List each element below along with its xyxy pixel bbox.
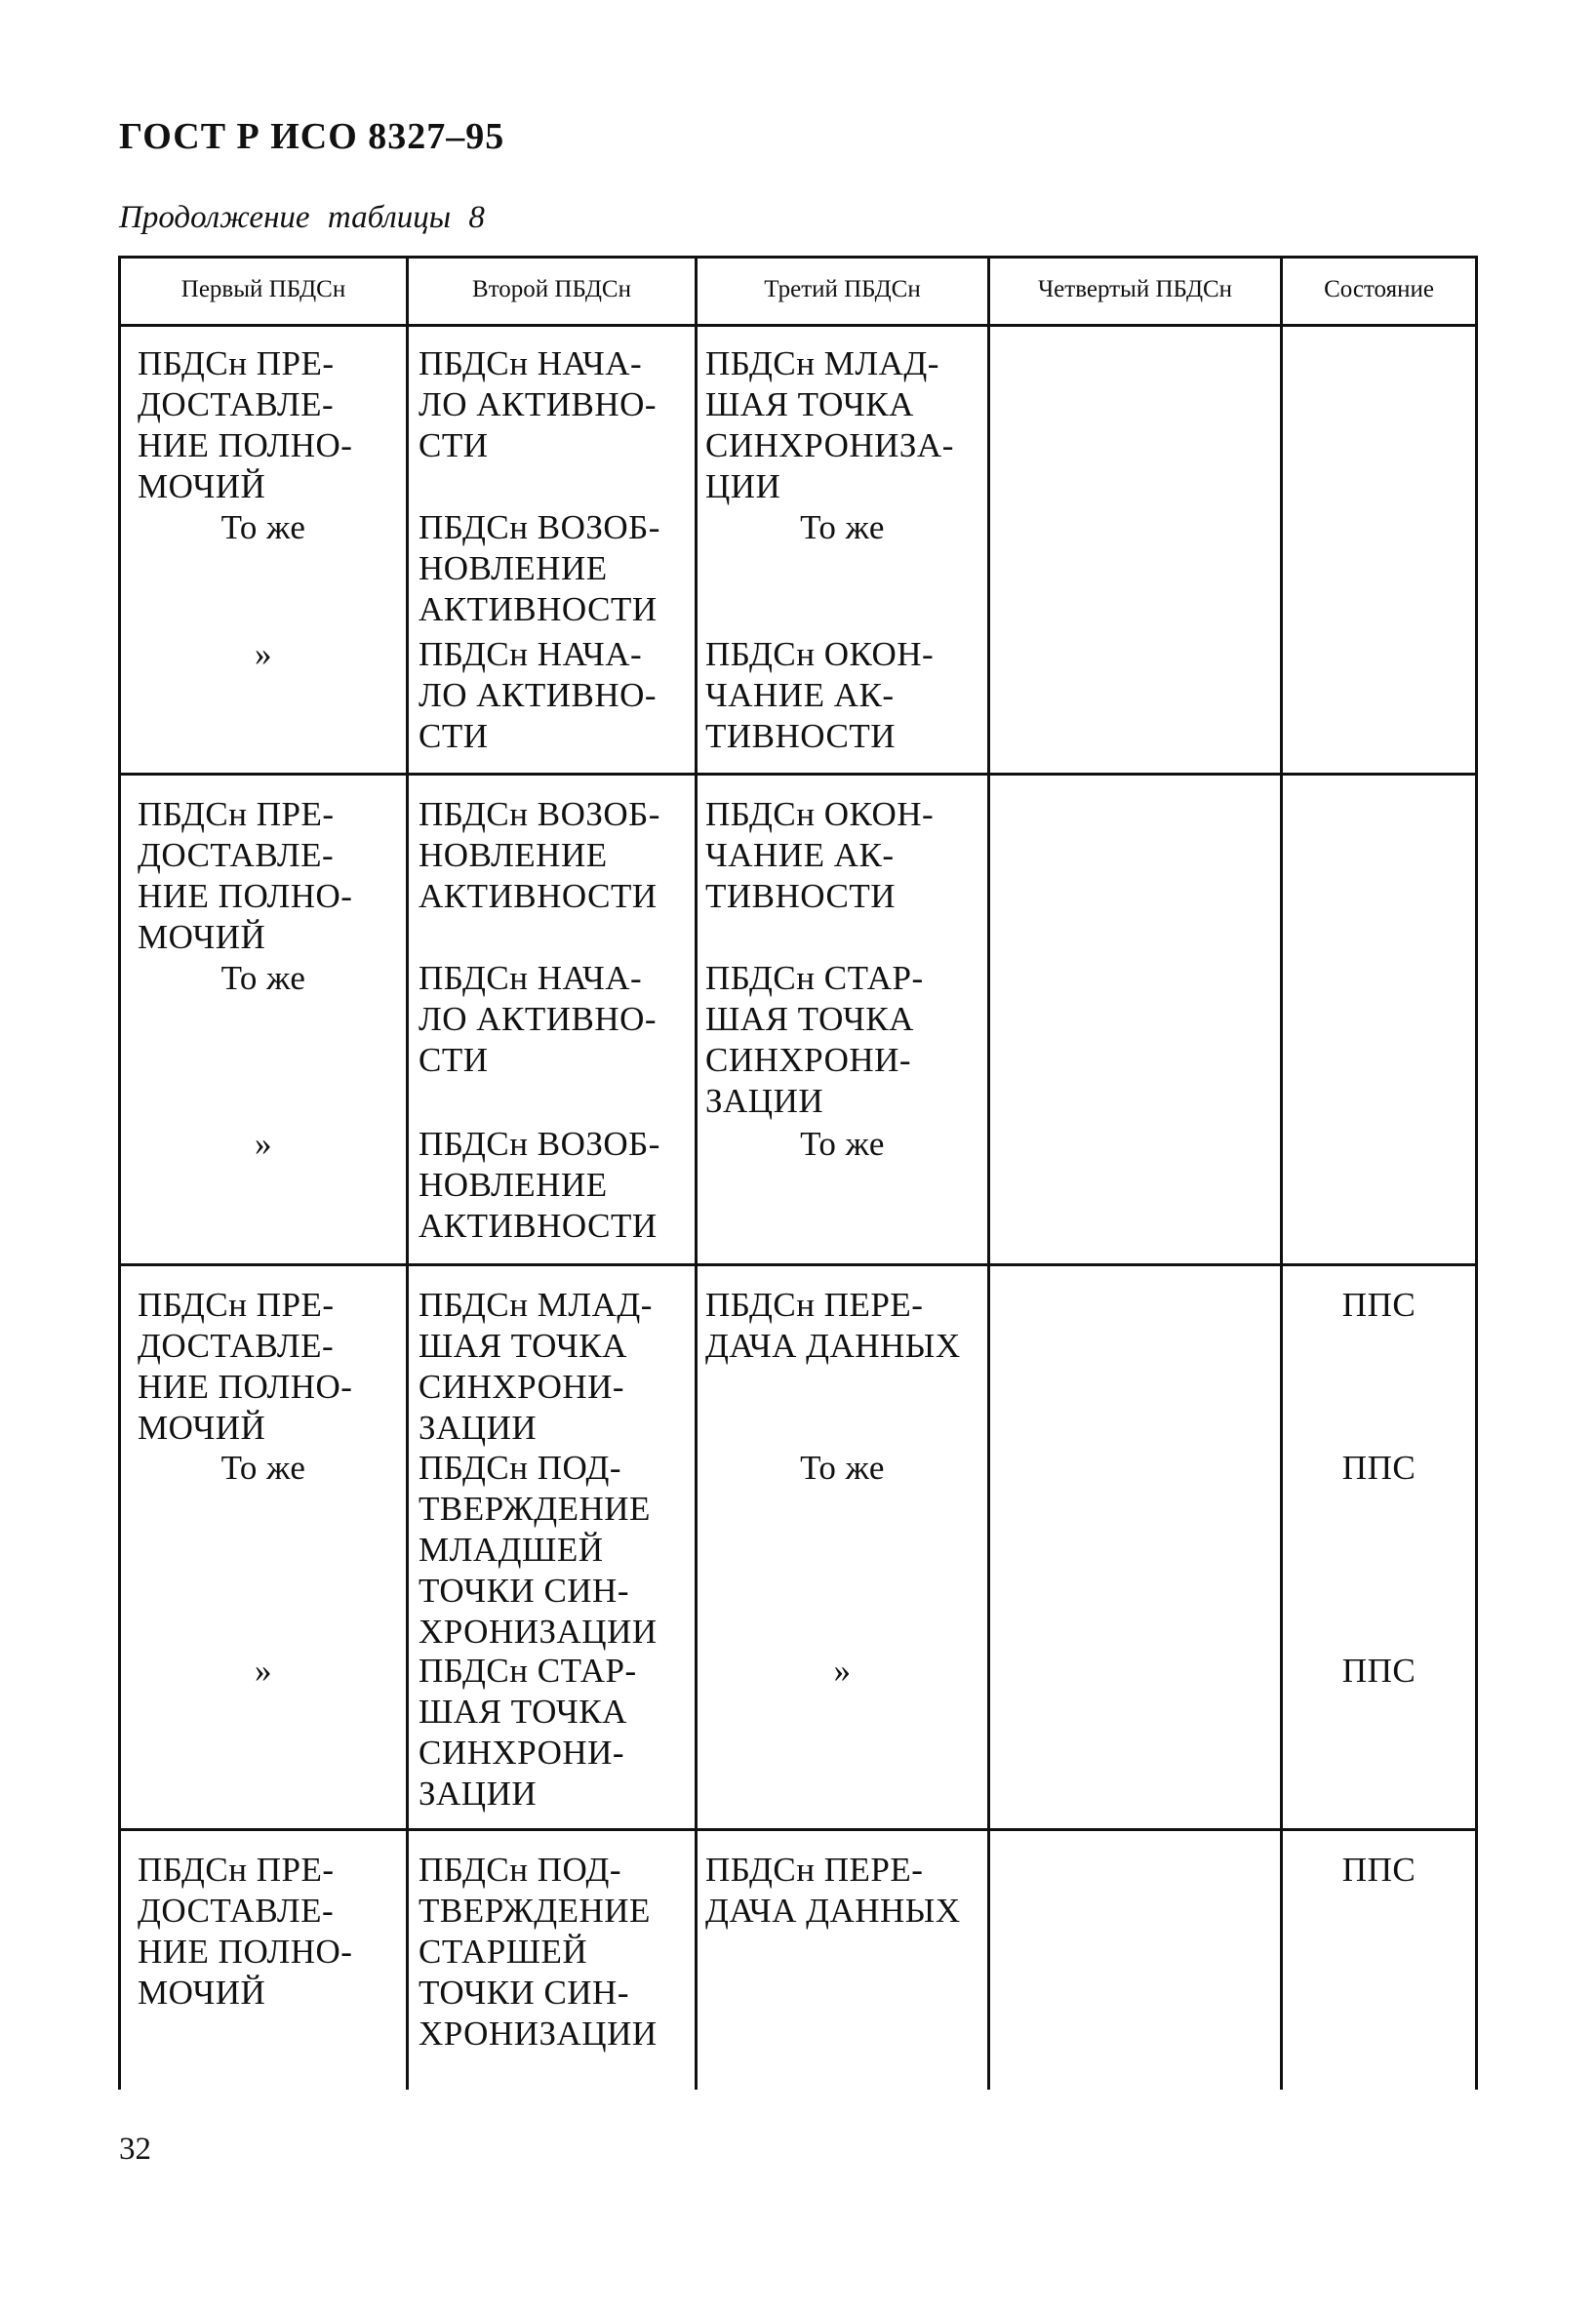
table-caption: Продолжение таблицы 8 [119,200,485,235]
table-cell: То же [220,1449,306,1487]
table-cell: ПБДСн НАЧА- ЛО АКТИВНО- СТИ [419,344,658,464]
table-cell: То же [800,1125,885,1163]
table-cell: То же [220,959,306,997]
table-cell: ПБДСн ОКОН- ЧАНИЕ АК- ТИВНОСТИ [705,635,935,755]
state-cell: ППС [1341,1851,1416,1889]
table-cell: ПБДСн ПЕРЕ- ДАЧА ДАННЫХ [705,1851,961,1930]
table-cell: » [833,1652,852,1690]
table-cell: ПБДСн НАЧА- ЛО АКТИВНО- СТИ [419,635,658,755]
table-cell: ПБДСн ПРЕ- ДОСТАВЛЕ- НИЕ ПОЛНО- МОЧИЙ [138,1286,353,1447]
table-cell: ПБДСн НАЧА- ЛО АКТИВНО- СТИ [419,959,658,1079]
table-cell: То же [800,1449,885,1487]
table-cell: ПБДСн СТАР- ШАЯ ТОЧКА СИНХРОНИ- ЗАЦИИ [705,959,924,1120]
table-cell: ПБДСн ВОЗОБ- НОВЛЕНИЕ АКТИВНОСТИ [419,1125,660,1245]
group-divider-1 [118,773,1478,776]
column-divider-3 [987,256,990,2090]
table-cell: ПБДСн МЛАД- ШАЯ ТОЧКА СИНХРОНИ- ЗАЦИИ [419,1286,653,1447]
table-cell: ПБДСн ПРЕ- ДОСТАВЛЕ- НИЕ ПОЛНО- МОЧИЙ [138,795,353,956]
table-cell: ПБДСн ПЕРЕ- ДАЧА ДАННЫХ [705,1286,961,1365]
table-cell: ПБДСн СТАР- ШАЯ ТОЧКА СИНХРОНИ- ЗАЦИИ [419,1652,637,1813]
column-header-state: Состояние [1324,276,1434,302]
column-header-first: Первый ПБДСн [180,276,346,302]
state-cell: ППС [1341,1449,1416,1487]
column-divider-4 [1280,256,1283,2090]
state-cell: ППС [1341,1286,1416,1324]
column-header-second: Второй ПБДСн [472,276,631,302]
states-table [118,256,1478,2090]
table-border-right [1475,256,1478,2090]
column-divider-1 [406,256,409,2090]
group-divider-2 [118,1263,1478,1266]
column-header-fourth: Четвертый ПБДСн [1037,276,1233,302]
group-divider-3 [118,1828,1478,1831]
page-number: 32 [119,2132,151,2167]
table-cell: ПБДСн ПРЕ- ДОСТАВЛЕ- НИЕ ПОЛНО- МОЧИЙ [138,344,353,505]
table-cell: ПБДСн ПОД- ТВЕРЖДЕНИЕ МЛАДШЕЙ ТОЧКИ СИН- ХРОНИЗАЦИИ [419,1449,658,1651]
table-cell: ПБДСн ОКОН- ЧАНИЕ АК- ТИВНОСТИ [705,795,935,915]
table-cell: ПБДСн МЛАД- ШАЯ ТОЧКА СИНХРОНИЗА- ЦИИ [705,344,954,505]
document-header: ГОСТ Р ИСО 8327–95 [119,116,505,157]
table-cell: То же [800,508,885,546]
table-cell: ПБДСн ПРЕ- ДОСТАВЛЕ- НИЕ ПОЛНО- МОЧИЙ [138,1851,353,2012]
table-cell: » [255,635,272,673]
table-cell: ПБДСн ВОЗОБ- НОВЛЕНИЕ АКТИВНОСТИ [419,795,660,915]
state-cell: ППС [1341,1652,1416,1690]
table-cell: То же [220,508,306,546]
header-divider [118,324,1478,327]
table-cell: ПБДСн ПОД- ТВЕРЖДЕНИЕ СТАРШЕЙ ТОЧКИ СИН- ХРОНИЗАЦИИ [419,1851,658,2053]
table-cell: » [255,1652,272,1690]
table-cell: ПБДСн ВОЗОБ- НОВЛЕНИЕ АКТИВНОСТИ [419,508,660,628]
table-cell: » [255,1125,272,1163]
column-header-third: Третий ПБДСн [764,276,921,302]
